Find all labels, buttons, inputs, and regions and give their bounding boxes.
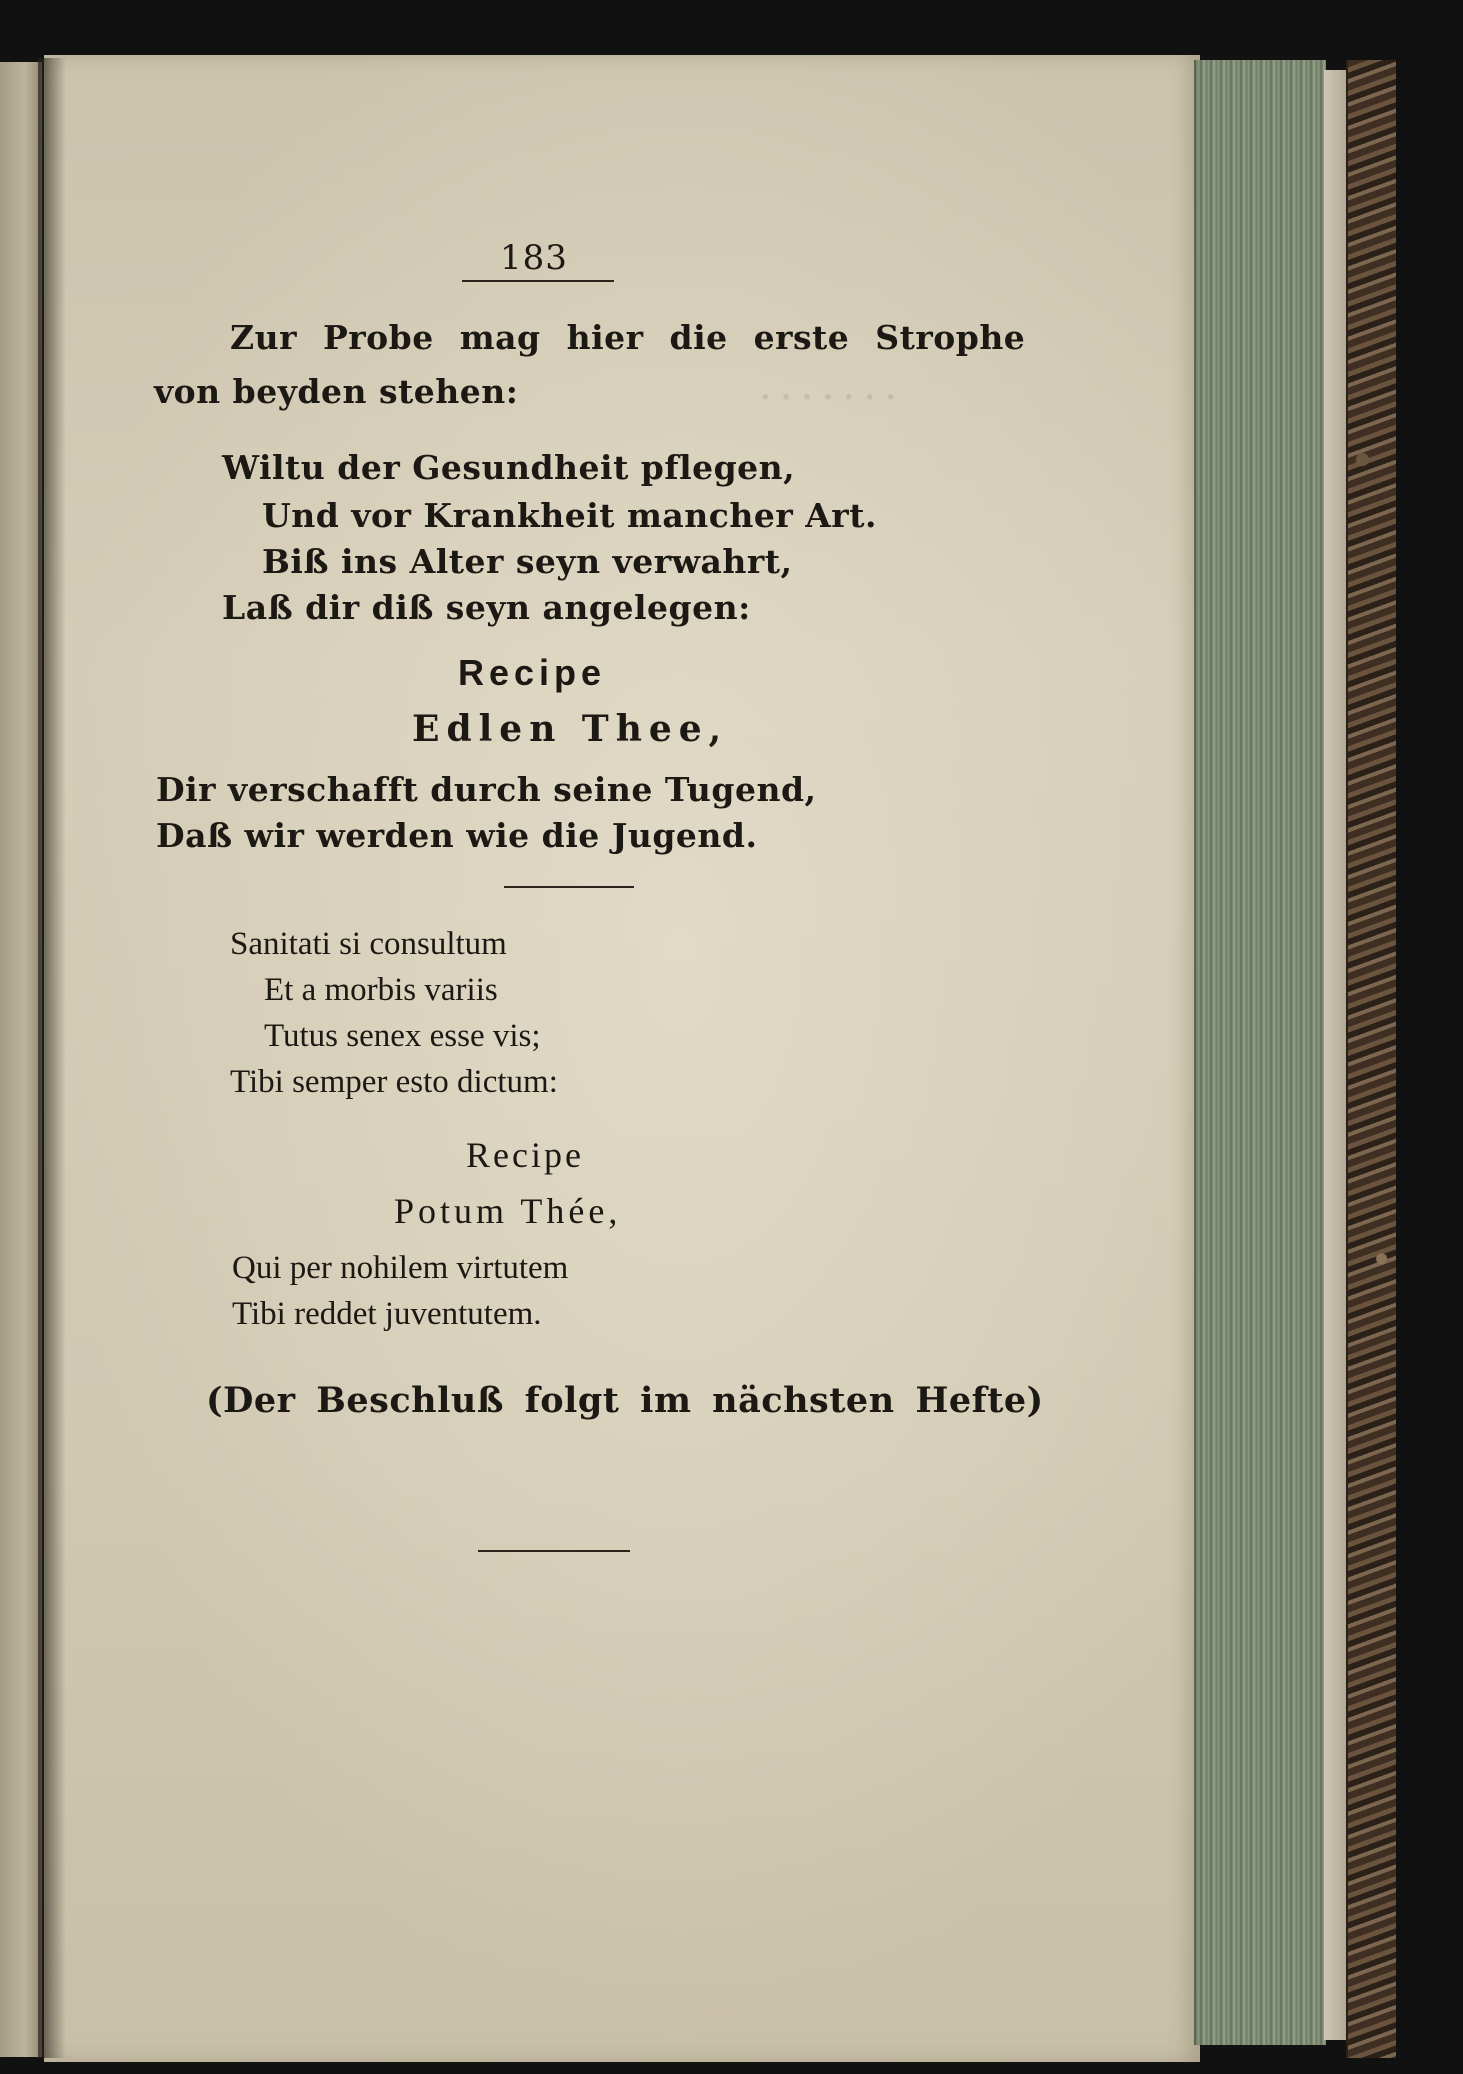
- intro-line: Zur Probe mag hier die erste Strophe: [230, 318, 1026, 357]
- latin-verse-line: Tibi semper esto dictum:: [230, 1064, 558, 1100]
- latin-recipe-heading: Recipe: [466, 1135, 584, 1175]
- cover-inner-edge: [1324, 70, 1346, 2040]
- german-verse-line: Und vor Krankheit mancher Art.: [262, 496, 877, 535]
- end-rule: [478, 1550, 630, 1552]
- german-recipe-line: Dir verschafft durch seine Tugend,: [156, 770, 817, 809]
- german-recipe-potion: Edlen Thee,: [412, 708, 729, 750]
- page-number-rule: [462, 280, 614, 282]
- bleed-through: · · · · · · ·: [760, 380, 896, 415]
- german-verse-line: Wiltu der Gesundheit pflegen,: [222, 448, 796, 487]
- intro-line: von beyden stehen:: [154, 372, 519, 411]
- latin-recipe-potion: Potum Thée,: [394, 1191, 622, 1231]
- latin-recipe-line: Tibi reddet juventutem.: [232, 1296, 542, 1332]
- german-recipe-heading: Recipe: [458, 652, 607, 693]
- page-number: 183: [500, 238, 568, 278]
- continuation-note: (Der Beschluß folgt im nächsten Hefte): [206, 1380, 1044, 1421]
- german-recipe-line: Daß wir werden wie die Jugend.: [156, 816, 758, 855]
- german-verse-line: Biß ins Alter seyn verwahrt,: [262, 542, 793, 581]
- section-divider: [504, 886, 634, 888]
- page-block-edges: [1194, 60, 1326, 2045]
- latin-verse-line: Tutus senex esse vis;: [264, 1018, 541, 1054]
- marbled-cover: [1346, 60, 1396, 2058]
- latin-verse-line: Et a morbis variis: [264, 972, 498, 1008]
- latin-recipe-line: Qui per nohilem virtutem: [232, 1250, 569, 1286]
- german-verse-line: Laß dir diß seyn angelegen:: [222, 588, 751, 627]
- gutter-shadow: [38, 58, 66, 2058]
- facing-page-edge: [0, 62, 42, 2057]
- latin-verse-line: Sanitati si consultum: [230, 926, 507, 962]
